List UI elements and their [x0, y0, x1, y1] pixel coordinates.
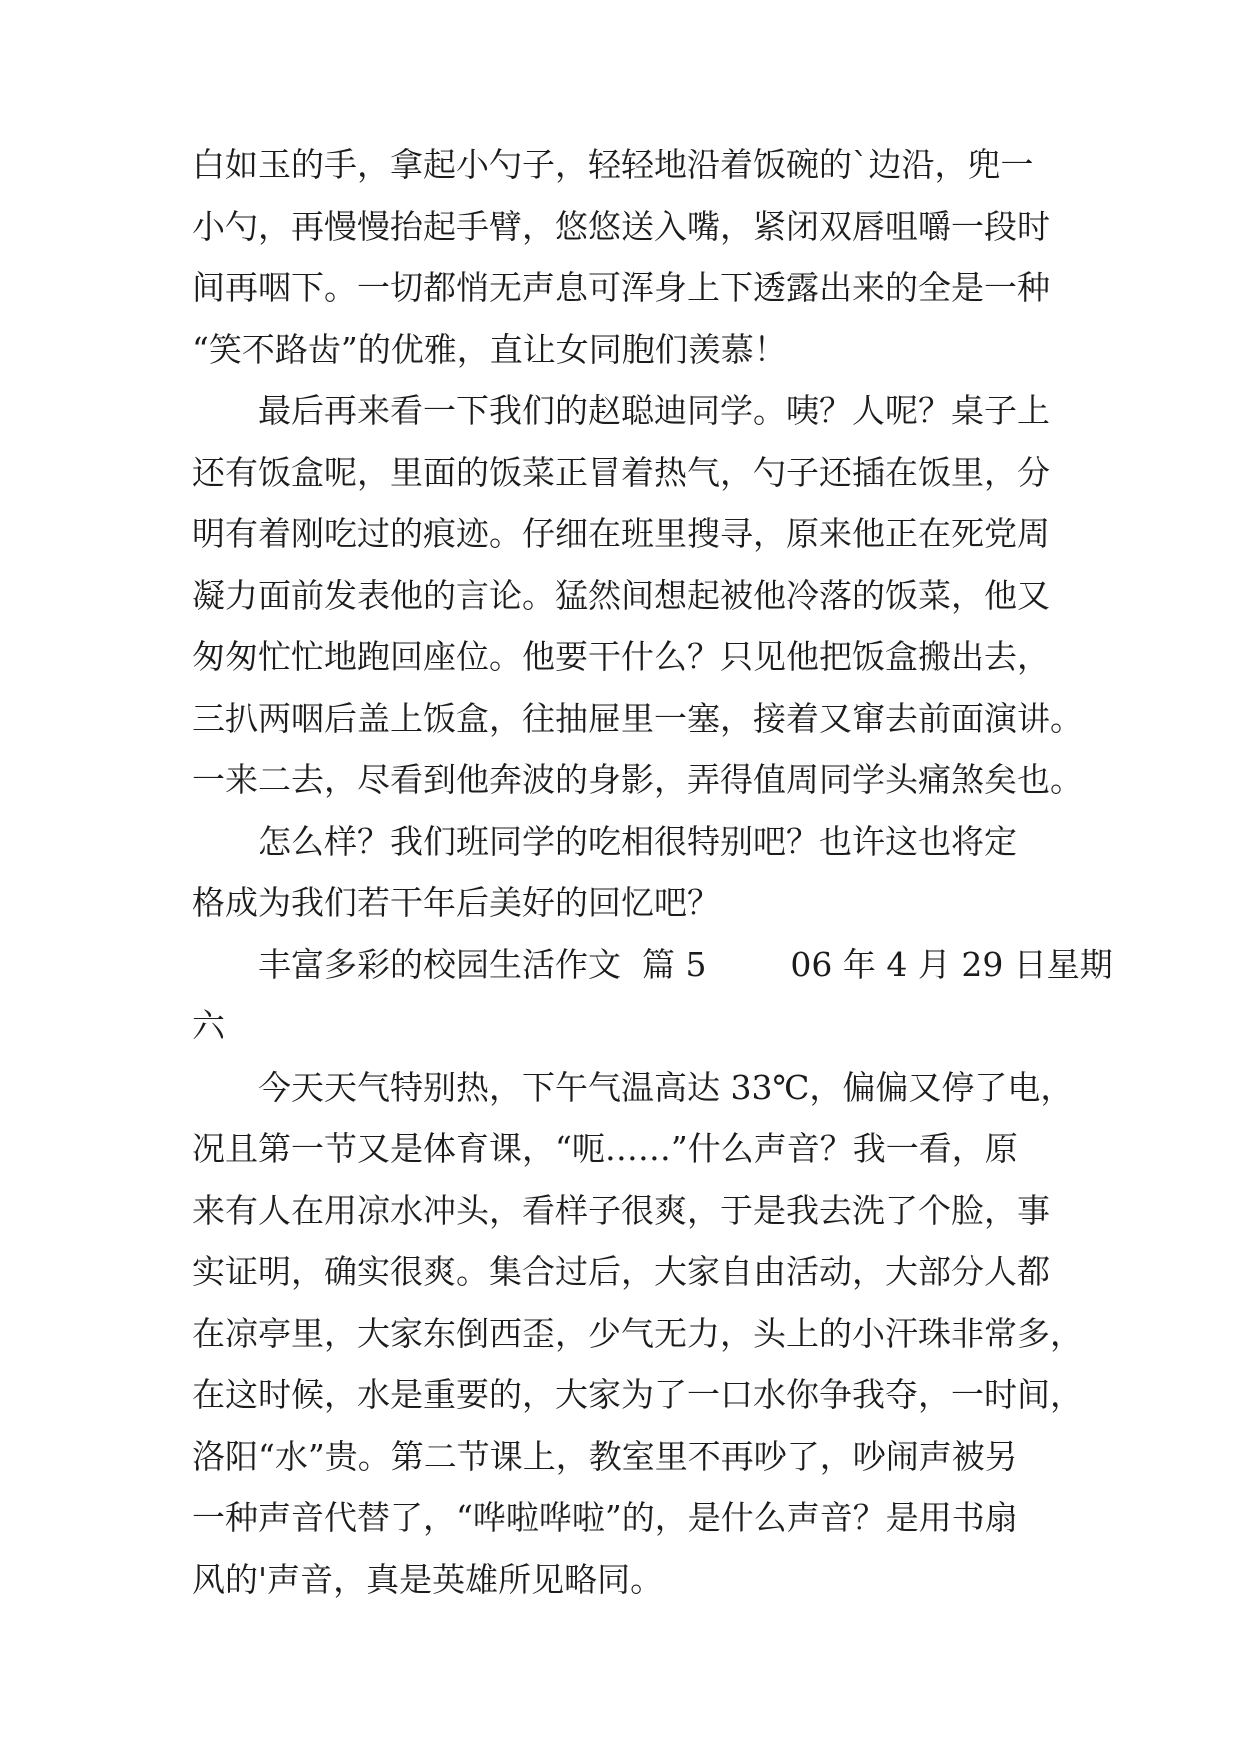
text-line: 还有饭盒呢，里面的饭菜正冒着热气，勺子还插在饭里，分: [192, 453, 1050, 492]
text-line: 间再咽下。一切都悄无声息可浑身上下透露出来的全是一种: [192, 268, 1050, 307]
text-line: 小勺，再慢慢抬起手臂，悠悠送入嘴，紧闭双唇咀嚼一段时: [192, 207, 1050, 246]
paragraph-start: 今天天气特别热，下午气温高达 33℃，偏偏又停了电，: [258, 1068, 1074, 1107]
text-line: 三扒两咽后盖上饭盒，往抽屉里一塞，接着又窜去前面演讲。: [192, 699, 1083, 738]
text-line: 白如玉的手，拿起小勺子，轻轻地沿着饭碗的`边沿，兜一: [192, 145, 1034, 184]
section-heading: 丰富多彩的校园生活作文 篇 5 06 年 4 月 29 日星期: [258, 945, 1113, 984]
text-line: 凝力面前发表他的言论。猛然间想起被他冷落的饭菜，他又: [192, 576, 1050, 615]
text-line: 洛阳“水”贵。第二节课上，教室里不再吵了，吵闹声被另: [192, 1437, 1018, 1476]
text-line: 格成为我们若干年后美好的回忆吧？: [192, 883, 720, 922]
text-line: “笑不路齿”的优雅，直让女同胞们羡慕！: [192, 330, 787, 369]
text-line: 匆匆忙忙地跑回座位。他要干什么？只见他把饭盒搬出去，: [192, 637, 1050, 676]
text-line: 一来二去，尽看到他奔波的身影，弄得值周同学头痛煞矣也。: [192, 760, 1083, 799]
text-line: 在凉亭里，大家东倒西歪，少气无力，头上的小汗珠非常多，: [192, 1314, 1083, 1353]
text-line: 实证明，确实很爽。集合过后，大家自由活动，大部分人都: [192, 1252, 1050, 1291]
text-line: 一种声音代替了，“哗啦哗啦”的，是什么声音？是用书扇: [192, 1498, 1018, 1537]
text-line: 明有着刚吃过的痕迹。仔细在班里搜寻，原来他正在死党周: [192, 514, 1050, 553]
text-line: 在这时候，水是重要的，大家为了一口水你争我夺，一时间，: [192, 1375, 1083, 1414]
text-line: 风的'声音，真是英雄所见略同。: [192, 1560, 664, 1599]
paragraph-start: 怎么样？我们班同学的吃相很特别吧？也许这也将定: [258, 822, 1017, 861]
text-line: 六: [192, 1006, 225, 1045]
text-line: 来有人在用凉水冲头，看样子很爽，于是我去洗了个脸，事: [192, 1191, 1050, 1230]
text-line: 况且第一节又是体育课，“呃……”什么声音？我一看，原: [192, 1129, 1018, 1168]
paragraph-start: 最后再来看一下我们的赵聪迪同学。咦？人呢？桌子上: [258, 391, 1050, 430]
